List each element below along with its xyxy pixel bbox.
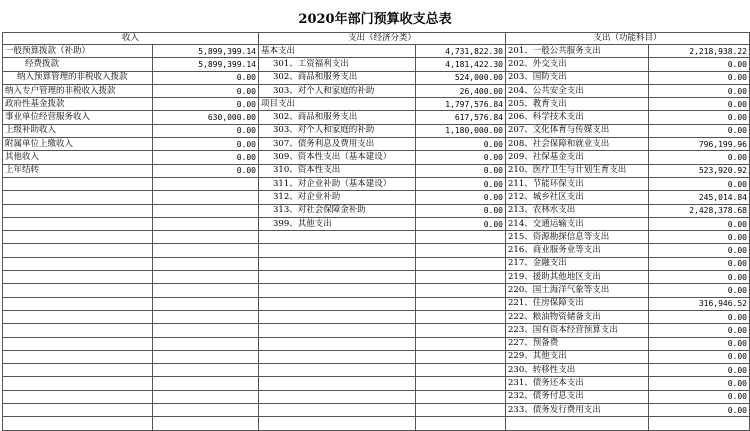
econ-amount [416, 324, 506, 337]
income-amount: 0.00 [153, 151, 259, 164]
table-row [3, 257, 750, 270]
econ-item [259, 337, 416, 350]
income-amount [153, 404, 259, 417]
table-row [3, 244, 750, 257]
func-amount: 0.00 [649, 151, 750, 164]
func-item: 202、外交支出 [506, 58, 649, 71]
econ-amount: 26,400.00 [416, 84, 506, 97]
func-amount: 0.00 [649, 284, 750, 297]
income-amount: 0.00 [153, 164, 259, 177]
func-item: 219、援助其他地区支出 [506, 271, 649, 284]
table-row [3, 151, 750, 164]
income-item: 上级补助收入 [3, 124, 153, 137]
econ-amount [416, 284, 506, 297]
econ-header: 支出（经济分类） [259, 33, 506, 45]
table-row [3, 310, 750, 323]
econ-amount: 0.00 [416, 177, 506, 190]
income-item [3, 310, 153, 323]
income-item: 经费拨款 [3, 58, 153, 71]
table-row [3, 98, 750, 111]
econ-item [259, 231, 416, 244]
econ-item: 311、对企业补助（基本建设） [259, 177, 416, 190]
func-amount: 0.00 [649, 58, 750, 71]
func-amount: 0.00 [649, 111, 750, 124]
income-amount [153, 390, 259, 403]
econ-item [259, 377, 416, 390]
income-amount: 5,899,399.14 [153, 58, 259, 71]
income-item: 其他收入 [3, 151, 153, 164]
func-amount: 0.00 [649, 71, 750, 84]
func-item: 212、城乡社区支出 [506, 191, 649, 204]
table-row [3, 71, 750, 84]
income-amount [153, 204, 259, 217]
func-amount: 0.00 [649, 177, 750, 190]
income-amount [153, 271, 259, 284]
econ-amount: 0.00 [416, 204, 506, 217]
income-item: 政府性基金拨款 [3, 98, 153, 111]
func-amount: 0.00 [649, 244, 750, 257]
table-row [3, 58, 750, 71]
econ-item: 项目支出 [259, 98, 416, 111]
econ-item: 312、对企业补助 [259, 191, 416, 204]
func-amount: 0.00 [649, 271, 750, 284]
func-item: 204、公共安全支出 [506, 84, 649, 97]
econ-amount: 1,797,576.84 [416, 98, 506, 111]
func-item: 216、商业服务业等支出 [506, 244, 649, 257]
econ-item: 302、商品和服务支出 [259, 71, 416, 84]
econ-amount [416, 390, 506, 403]
income-item [3, 284, 153, 297]
econ-amount: 0.00 [416, 151, 506, 164]
func-item: 231、债务还本支出 [506, 377, 649, 390]
func-item: 201、一般公共服务支出 [506, 45, 649, 58]
income-item [3, 204, 153, 217]
econ-amount [416, 271, 506, 284]
income-item: 附属单位上缴收入 [3, 138, 153, 151]
income-item [3, 297, 153, 310]
table-row [3, 177, 750, 190]
income-amount [153, 191, 259, 204]
func-amount: 316,946.52 [649, 297, 750, 310]
income-item [3, 404, 153, 417]
econ-amount: 0.00 [416, 138, 506, 151]
func-amount: 245,014.84 [649, 191, 750, 204]
func-item: 233、债务发行费用支出 [506, 404, 649, 417]
table-row [3, 377, 750, 390]
econ-item [259, 417, 416, 430]
income-amount [153, 297, 259, 310]
income-amount: 630,000.00 [153, 111, 259, 124]
table-row [3, 364, 750, 377]
func-amount [649, 417, 750, 430]
page-title: 2020年部门预算收支总表 [298, 12, 452, 27]
table-row [3, 231, 750, 244]
income-item [3, 191, 153, 204]
econ-item [259, 271, 416, 284]
func-item: 214、交通运输支出 [506, 217, 649, 230]
func-amount: 0.00 [649, 84, 750, 97]
func-amount: 0.00 [649, 324, 750, 337]
econ-item: 基本支出 [259, 45, 416, 58]
econ-item [259, 257, 416, 270]
econ-item [259, 244, 416, 257]
income-item [3, 257, 153, 270]
table-row [3, 297, 750, 310]
income-item [3, 217, 153, 230]
income-item [3, 377, 153, 390]
econ-amount [416, 350, 506, 363]
func-amount: 796,199.96 [649, 138, 750, 151]
income-item [3, 271, 153, 284]
table-row [3, 191, 750, 204]
income-amount: 0.00 [153, 84, 259, 97]
income-item [3, 244, 153, 257]
table-row [3, 164, 750, 177]
func-item: 205、教育支出 [506, 98, 649, 111]
func-item: 215、资源勘探信息等支出 [506, 231, 649, 244]
income-amount: 0.00 [153, 124, 259, 137]
table-row [3, 417, 750, 430]
table-row [3, 390, 750, 403]
table-row [3, 404, 750, 417]
income-item: 上年结转 [3, 164, 153, 177]
func-amount: 0.00 [649, 390, 750, 403]
income-amount [153, 377, 259, 390]
func-amount: 0.00 [649, 337, 750, 350]
econ-item: 310、资本性支出 [259, 164, 416, 177]
econ-amount: 617,576.84 [416, 111, 506, 124]
econ-amount: 0.00 [416, 191, 506, 204]
table-row [3, 45, 750, 58]
func-item: 229、其他支出 [506, 350, 649, 363]
func-amount: 2,428,378.68 [649, 204, 750, 217]
income-item: 纳入预算管理的非税收入拨款 [3, 71, 153, 84]
table-row [3, 84, 750, 97]
econ-amount: 524,000.00 [416, 71, 506, 84]
econ-item [259, 310, 416, 323]
income-item [3, 390, 153, 403]
income-amount: 0.00 [153, 138, 259, 151]
func-item: 230、转移性支出 [506, 364, 649, 377]
income-amount: 5,899,399.14 [153, 45, 259, 58]
econ-amount [416, 310, 506, 323]
income-item [3, 337, 153, 350]
income-amount: 0.00 [153, 71, 259, 84]
econ-amount [416, 231, 506, 244]
func-item: 217、金融支出 [506, 257, 649, 270]
econ-item [259, 324, 416, 337]
func-amount: 0.00 [649, 364, 750, 377]
income-item: 事业单位经营服务收入 [3, 111, 153, 124]
econ-amount [416, 417, 506, 430]
econ-amount: 1,180,000.00 [416, 124, 506, 137]
econ-item [259, 284, 416, 297]
econ-amount [416, 244, 506, 257]
econ-amount [416, 404, 506, 417]
econ-item [259, 297, 416, 310]
econ-item: 307、债务利息及费用支出 [259, 138, 416, 151]
econ-item: 399、其他支出 [259, 217, 416, 230]
table-row [3, 271, 750, 284]
econ-item [259, 390, 416, 403]
func-header: 支出（功能科目） [506, 33, 750, 45]
income-item [3, 364, 153, 377]
income-item [3, 350, 153, 363]
income-amount [153, 217, 259, 230]
table-row [3, 124, 750, 137]
func-amount: 0.00 [649, 98, 750, 111]
func-amount: 0.00 [649, 377, 750, 390]
income-item [3, 177, 153, 190]
econ-amount: 4,731,822.30 [416, 45, 506, 58]
func-item: 207、文化体育与传媒支出 [506, 124, 649, 137]
budget-table [2, 32, 750, 431]
econ-item: 302、商品和服务支出 [259, 111, 416, 124]
table-row [3, 138, 750, 151]
income-amount [153, 324, 259, 337]
econ-item: 301、工资福利支出 [259, 58, 416, 71]
income-header: 收入 [3, 33, 259, 45]
func-item: 232、债务付息支出 [506, 390, 649, 403]
func-amount: 523,920.92 [649, 164, 750, 177]
func-item: 221、住房保障支出 [506, 297, 649, 310]
func-amount: 2,218,938.22 [649, 45, 750, 58]
func-item: 206、科学技术支出 [506, 111, 649, 124]
func-item: 209、社保基金支出 [506, 151, 649, 164]
func-item: 223、国有资本经营预算支出 [506, 324, 649, 337]
econ-amount: 0.00 [416, 164, 506, 177]
func-item: 211、节能环保支出 [506, 177, 649, 190]
func-item: 213、农林水支出 [506, 204, 649, 217]
income-item: 一般预算拨款（补助） [3, 45, 153, 58]
income-item: 纳入专户管理的非税收入拨款 [3, 84, 153, 97]
table-row [3, 111, 750, 124]
income-amount [153, 337, 259, 350]
income-amount [153, 350, 259, 363]
func-item: 227、预备费 [506, 337, 649, 350]
income-amount [153, 244, 259, 257]
func-item: 220、国土海洋气象等支出 [506, 284, 649, 297]
econ-amount [416, 337, 506, 350]
income-amount [153, 284, 259, 297]
table-row [3, 204, 750, 217]
func-amount: 0.00 [649, 124, 750, 137]
econ-item: 303、对个人和家庭的补助 [259, 124, 416, 137]
econ-amount: 4,181,422.30 [416, 58, 506, 71]
func-amount: 0.00 [649, 257, 750, 270]
income-amount [153, 310, 259, 323]
func-item: 208、社会保障和就业支出 [506, 138, 649, 151]
econ-item [259, 404, 416, 417]
func-item [506, 417, 649, 430]
income-item [3, 324, 153, 337]
econ-item [259, 364, 416, 377]
income-item [3, 231, 153, 244]
func-item: 222、粮油物资储备支出 [506, 310, 649, 323]
table-row [3, 324, 750, 337]
func-amount: 0.00 [649, 231, 750, 244]
income-amount: 0.00 [153, 98, 259, 111]
econ-item [259, 350, 416, 363]
econ-amount [416, 257, 506, 270]
table-row [3, 337, 750, 350]
income-amount [153, 364, 259, 377]
table-row [3, 350, 750, 363]
income-amount [153, 257, 259, 270]
income-item [3, 417, 153, 430]
table-row [3, 217, 750, 230]
econ-amount: 0.00 [416, 217, 506, 230]
income-amount [153, 231, 259, 244]
func-amount: 0.00 [649, 404, 750, 417]
func-item: 203、国防支出 [506, 71, 649, 84]
econ-amount [416, 377, 506, 390]
econ-item: 309、资本性支出（基本建设） [259, 151, 416, 164]
table-row [3, 284, 750, 297]
econ-amount [416, 297, 506, 310]
income-amount [153, 177, 259, 190]
econ-item: 313、对社会保障金补助 [259, 204, 416, 217]
econ-amount [416, 364, 506, 377]
func-amount: 0.00 [649, 310, 750, 323]
func-amount: 0.00 [649, 217, 750, 230]
econ-item: 303、对个人和家庭的补助 [259, 84, 416, 97]
func-amount: 0.00 [649, 350, 750, 363]
income-amount [153, 417, 259, 430]
func-item: 210、医疗卫生与计划生育支出 [506, 164, 649, 177]
